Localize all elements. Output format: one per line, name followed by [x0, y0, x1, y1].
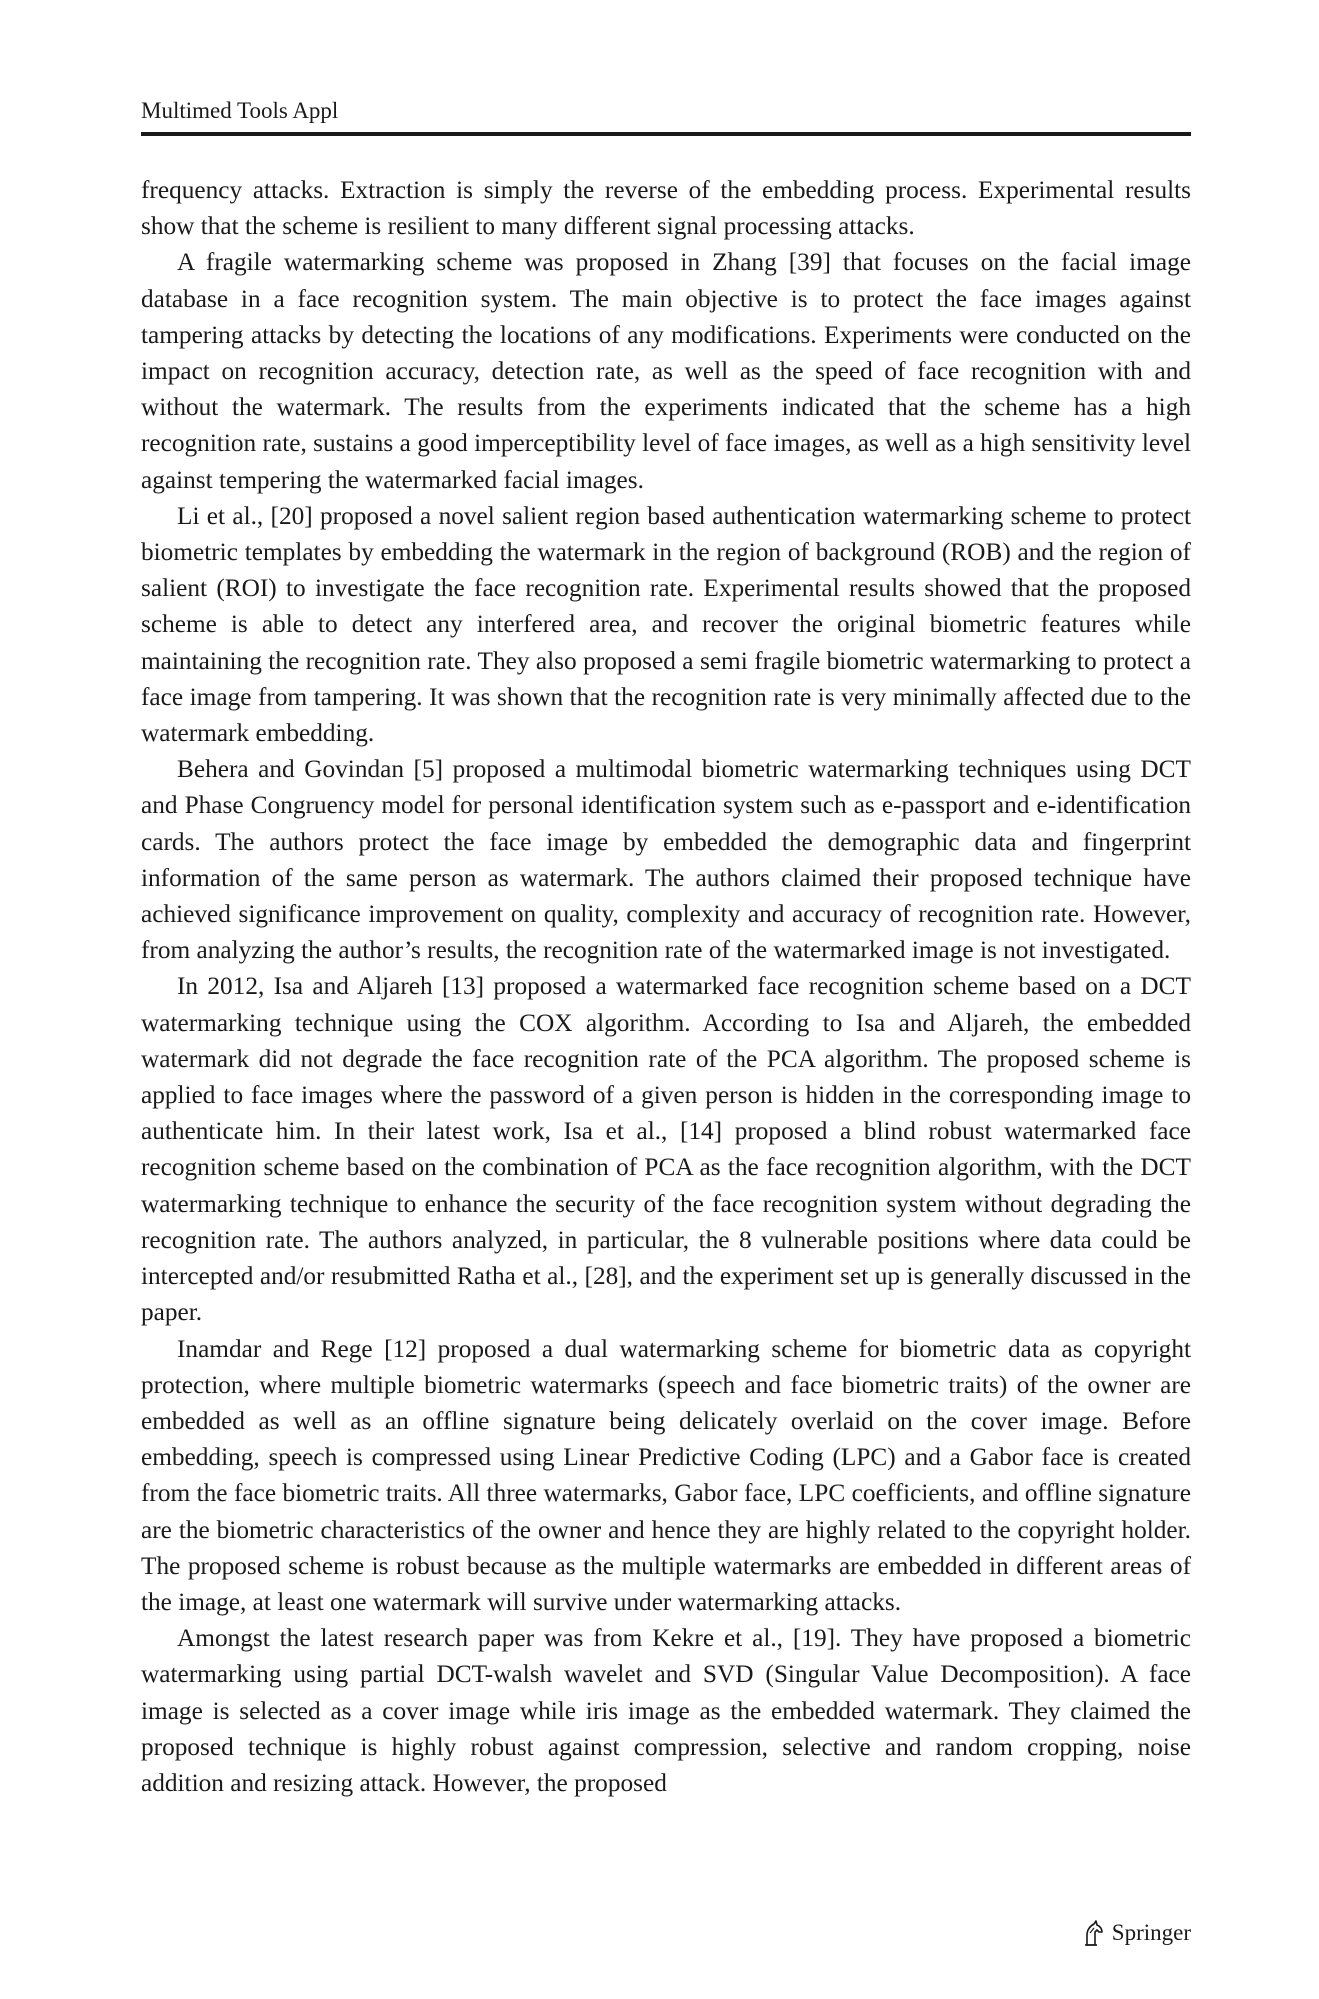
paragraph-li: Li et al., [20] proposed a novel salient region based authentication watermarking scheme to protect biometric templates by embedding the watermark in the region of background (ROB) and the region of salient (ROI) to investigate the face recognition rate. Experimental results showed that the proposed scheme is able to detect any interfered area, and recover the original biometric features while maintaining the recognition rate. They also proposed a semi fragile biometric watermarking to protect a face image from tampering. It was shown that the recognition rate is very minimally affected due to the watermark embedding. [141, 501, 1191, 748]
springer-horse-icon [1082, 1919, 1106, 1947]
publisher-footer [1082, 1916, 1191, 1950]
running-header: Multimed Tools Appl [141, 98, 339, 123]
paragraph-kekre: Amongst the latest research paper was from Kekre et al., [19]. They have proposed a biometric watermarking using partial DCT-walsh wavelet and SVD (Singular Value Decomposition). A face image is selected as a cover image while iris image as the embedded watermark. They claimed the proposed technique is highly robust against compression, selective and random cropping, noise addition and resizing attack. However, the proposed [141, 1624, 1191, 1797]
paragraph-continuation: frequency attacks. Extraction is simply the reverse of the embedding process. Experimental results show that the scheme is resilient to many different signal processing attacks. [141, 176, 1191, 241]
paragraph-zhang: A fragile watermarking scheme was proposed in Zhang [39] that focuses on the facial image database in a face recognition system. The main objective is to protect the face images against tampering attacks by detecting the locations of any modifications. Experiments were conducted on the impact on recognition accuracy, detection rate, as well as the speed of face recognition with and without the watermark. The results from the experiments indicated that the scheme has a high recognition rate, sustains a good imperceptibility level of face images, as well as a high sensitivity level against tempering the watermarked facial images. [141, 248, 1191, 494]
publisher-name: Springer [1111, 1920, 1191, 1945]
paragraph-isa: In 2012, Isa and Aljareh [13] proposed a watermarked face recognition scheme based on a DCT watermarking technique using the COX algorithm. According to Isa and Aljareh, the embedded watermark did not degrade the face recognition rate of the PCA algorithm. The proposed scheme is applied to face images where the password of a given person is hidden in the corresponding image to authenticate him. In their latest work, Isa et al., [14] proposed a blind robust watermarked face recognition scheme based on the combination of PCA as the face recognition algorithm, with the DCT watermarking technique to enhance the security of the face recognition system without degrading the recognition rate. The authors analyzed, in particular, the 8 vulnerable positions where data could be intercepted and/or resubmitted Ratha et al., [28], and the experiment set up is generally discussed in the paper. [141, 972, 1191, 1327]
paragraph-behera: Behera and Govindan [5] proposed a multimodal biometric watermarking techniques using DCT and Phase Congruency model for personal identification system such as e-passport and e-identification cards. The authors protect the face image by embedded the demographic data and fingerprint information of the same person as watermark. The authors claimed their proposed technique have achieved significance improvement on quality, complexity and accuracy of recognition rate. However, from analyzing the author’s results, the recognition rate of the watermarked image is not investigated. [141, 755, 1191, 965]
header-rule [141, 132, 1191, 136]
body-text [141, 172, 1191, 1801]
paragraph-inamdar: Inamdar and Rege [12] proposed a dual watermarking scheme for biometric data as copyright protection, where multiple biometric watermarks (speech and face biometric traits) of the owner are embedded as well as an offline signature being delicately overlaid on the cover image. Before embedding, speech is compressed using Linear Predictive Coding (LPC) and a Gabor face is created from the face biometric traits. All three watermarks, Gabor face, LPC coefficients, and offline signature are the biometric characteristics of the owner and hence they are highly related to the copyright holder. The proposed scheme is robust because as the multiple watermarks are embedded in different areas of the image, at least one watermark will survive under watermarking attacks. [141, 1334, 1191, 1616]
